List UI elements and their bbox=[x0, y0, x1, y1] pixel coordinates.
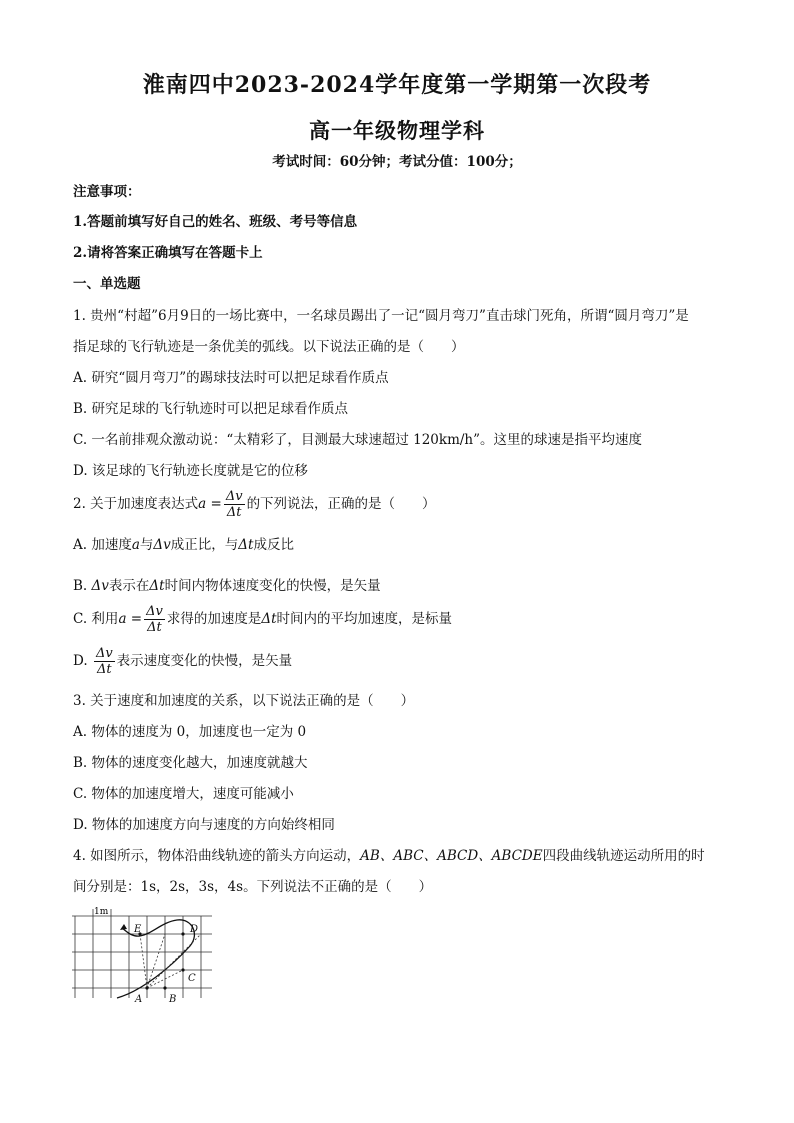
q2-a-mid2: 成正比，与 bbox=[170, 537, 239, 553]
q2-a-dv: Δv bbox=[153, 537, 171, 553]
trajectory-arrow bbox=[120, 924, 127, 930]
q2-frac-num: Δv bbox=[225, 489, 243, 504]
label-c: C bbox=[188, 973, 196, 984]
q2-a-symbol: a bbox=[131, 537, 140, 553]
q1-option-b: B. 研究足球的飞行轨迹时可以把足球看作质点 bbox=[73, 401, 349, 417]
q4-post: 四段曲线轨迹运动所用的时 bbox=[542, 848, 705, 864]
q2-d-fraction bbox=[94, 646, 115, 677]
q2-d-den: Δt bbox=[96, 662, 112, 677]
q2-a-dt: Δt bbox=[238, 537, 254, 553]
q2-c-den: Δt bbox=[147, 620, 162, 635]
q2-stem bbox=[73, 489, 436, 520]
q2-b-mid: 表示在 bbox=[108, 578, 150, 594]
q3-stem: 3. 关于速度和加速度的关系，以下说法正确的是（ ） bbox=[73, 693, 415, 709]
q2-c-dt: Δt bbox=[261, 611, 277, 627]
notes-heading: 注意事项： bbox=[73, 184, 141, 200]
q2-d-post: 表示速度变化的快慢，是矢量 bbox=[116, 653, 293, 669]
q2-a-pre: A. 加速度 bbox=[73, 537, 132, 553]
q1-stem-line2: 指足球的飞行轨迹是一条优美的弧线。以下说法正确的是（ ） bbox=[73, 339, 465, 355]
q2-b-dv: Δv bbox=[91, 578, 109, 594]
point-a bbox=[145, 986, 148, 989]
q4-pre: 4. 如图所示，物体沿曲线轨迹的箭头方向运动， bbox=[73, 848, 361, 864]
q2-a-post: 成反比 bbox=[253, 537, 294, 553]
q2-option-c bbox=[73, 604, 452, 635]
note-2: 2.请将答案正确填写在答题卡上 bbox=[73, 245, 263, 261]
label-b: B bbox=[169, 994, 177, 1005]
trajectory-figure bbox=[72, 906, 217, 1006]
q2-d-num: Δv bbox=[95, 646, 113, 661]
q3-option-b: B. 物体的速度变化越大，加速度就越大 bbox=[73, 755, 308, 771]
q1-option-d: D. 该足球的飞行轨迹长度就是它的位移 bbox=[73, 463, 308, 479]
q2-c-num: Δv bbox=[146, 604, 163, 619]
note-1: 1.答题前填写好自己的姓名、班级、考号等信息 bbox=[73, 214, 358, 230]
point-d bbox=[181, 932, 184, 935]
label-e: E bbox=[134, 924, 142, 935]
q2-c-pre: C. 利用 bbox=[73, 611, 119, 627]
q2-c-lhs: a = bbox=[118, 611, 143, 627]
q4-stem-line1 bbox=[73, 846, 705, 866]
q3-option-d: D. 物体的加速度方向与速度的方向始终相同 bbox=[73, 817, 335, 833]
q4-stem-line2: 间分别是：1s，2s，3s，4s。下列说法不正确的是（ ） bbox=[73, 879, 433, 895]
q2-b-pre: B. bbox=[73, 578, 92, 594]
q2-b-dt: Δt bbox=[149, 578, 165, 594]
section-heading: 一、单选题 bbox=[73, 276, 141, 292]
q2-option-a bbox=[73, 535, 294, 555]
q2-fraction bbox=[224, 489, 245, 520]
q2-d-pre: D. bbox=[73, 653, 92, 669]
q3-option-c: C. 物体的加速度增大，速度可能减小 bbox=[73, 786, 294, 802]
label-a: A bbox=[135, 994, 143, 1005]
q2-c-post-pre: 求得的加速度是 bbox=[166, 611, 262, 627]
dashed-line-4 bbox=[140, 934, 147, 988]
q2-option-d bbox=[73, 646, 292, 677]
scale-label: 1m bbox=[94, 907, 109, 917]
q3-option-a: A. 物体的速度为 0，加速度也一定为 0 bbox=[73, 724, 307, 740]
point-c bbox=[181, 968, 184, 971]
q2-formula-lhs: a = bbox=[198, 496, 222, 512]
q2-b-post: 时间内物体速度变化的快慢，是矢量 bbox=[164, 578, 381, 594]
q4-segments: AB、ABC、ABCD、ABCDE bbox=[360, 848, 543, 864]
q2-c-post: 时间内的平均加速度，是标量 bbox=[276, 611, 453, 627]
exam-subtitle: 高一年级物理学科 bbox=[309, 118, 485, 143]
exam-title: 淮南四中2023-2024学年度第一学期第一次段考 bbox=[142, 72, 652, 98]
dashed-line-1 bbox=[147, 934, 165, 988]
q1-option-c: C. 一名前排观众激动说：“太精彩了，目测最大球速超过 120km/h”。这里的球速是指平均速度 bbox=[73, 432, 643, 448]
q2-option-b bbox=[73, 576, 381, 596]
q2-stem-pre: 2. 关于加速度表达式 bbox=[73, 496, 199, 512]
q2-c-fraction bbox=[144, 604, 165, 635]
point-b bbox=[163, 986, 166, 989]
exam-info: 考试时间：60分钟；考试分值：100分； bbox=[272, 154, 522, 170]
q1-stem-line1: 1. 贵州“村超”6月9日的一场比赛中，一名球员踢出了一记“圆月弯刀”直击球门死角，所谓“圆月弯刀”是 bbox=[73, 308, 689, 324]
label-d: D bbox=[190, 924, 199, 935]
q2-stem-post: 的下列说法，正确的是（ ） bbox=[246, 496, 436, 512]
q1-option-a: A. 研究“圆月弯刀”的踢球技法时可以把足球看作质点 bbox=[73, 370, 389, 386]
q2-a-mid: 与 bbox=[139, 537, 154, 553]
q2-frac-den: Δt bbox=[226, 505, 242, 520]
